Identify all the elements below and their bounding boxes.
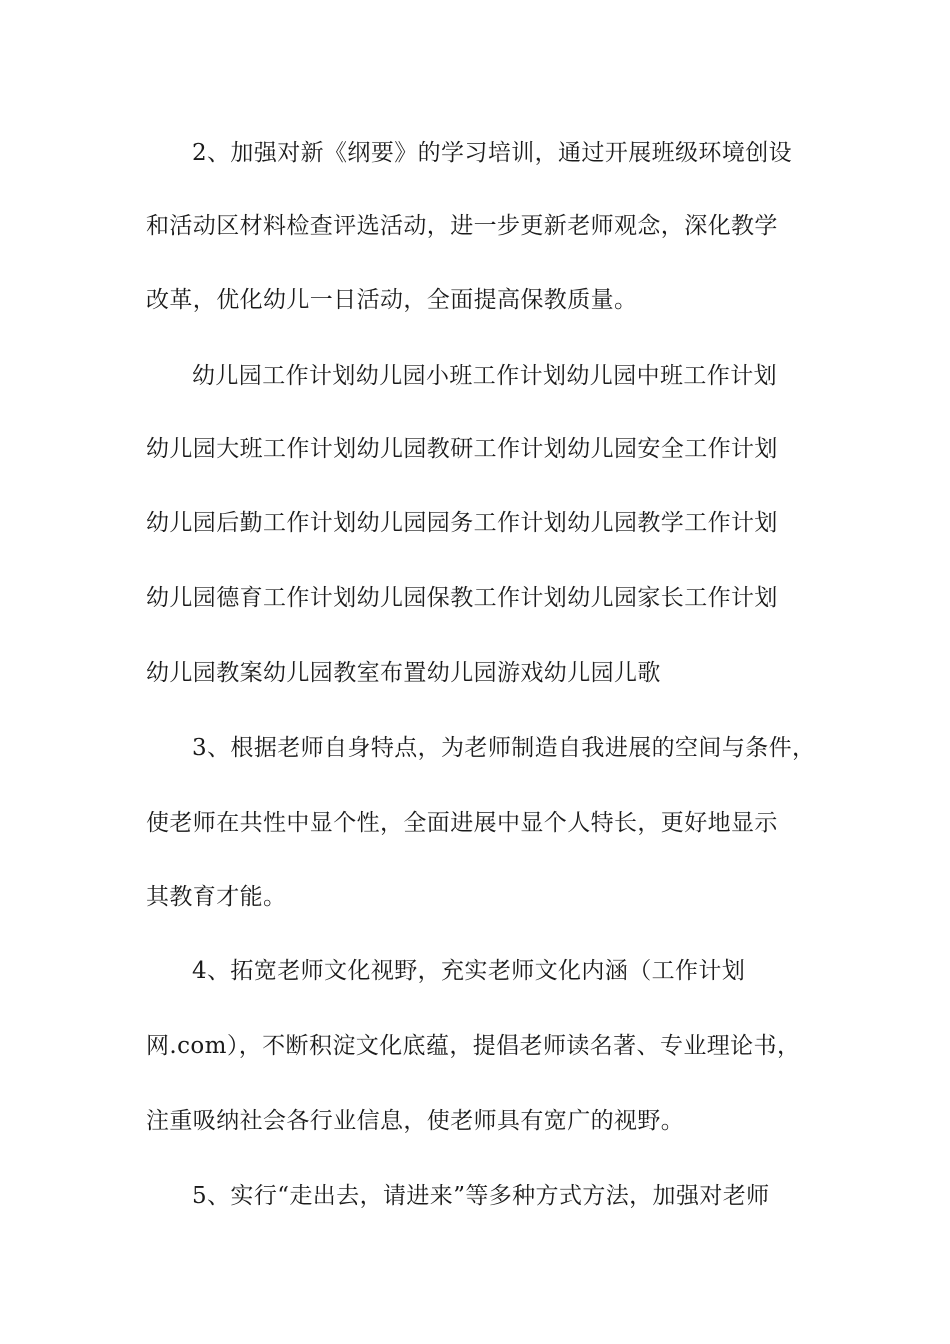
paragraph-3-line-2: 使老师在共性中显个性，全面进展中显个人特长，更好地显示 bbox=[146, 810, 778, 836]
paragraph-2-line-2: 和活动区材料检查评选活动，进一步更新老师观念，深化教学 bbox=[146, 213, 778, 239]
paragraph-4-line-3: 注重吸纳社会各行业信息，使老师具有宽广的视野。 bbox=[146, 1108, 685, 1134]
paragraph-2-line-3: 改革，优化幼儿一日活动，全面提高保教质量。 bbox=[146, 287, 638, 313]
links-line-5: 幼儿园教案幼儿园教室布置幼儿园游戏幼儿园儿歌 bbox=[146, 660, 661, 686]
paragraph-2-line-1: 2、加强对新《纲要》的学习培训，通过开展班级环境创设 bbox=[192, 140, 793, 166]
links-line-4: 幼儿园德育工作计划幼儿园保教工作计划幼儿园家长工作计划 bbox=[146, 585, 778, 611]
paragraph-3-line-3: 其教育才能。 bbox=[146, 884, 287, 910]
links-line-3: 幼儿园后勤工作计划幼儿园园务工作计划幼儿园教学工作计划 bbox=[146, 510, 778, 536]
paragraph-5-line-1: 5、实行“走出去，请进来”等多种方式方法，加强对老师 bbox=[192, 1183, 770, 1209]
links-line-1: 幼儿园工作计划幼儿园小班工作计划幼儿园中班工作计划 bbox=[192, 363, 777, 389]
paragraph-3-line-1: 3、根据老师自身特点，为老师制造自我进展的空间与条件， bbox=[192, 735, 816, 761]
links-line-2: 幼儿园大班工作计划幼儿园教研工作计划幼儿园安全工作计划 bbox=[146, 436, 778, 462]
paragraph-4-line-2: 网.com），不断积淀文化底蕴，提倡老师读名著、专业理论书， bbox=[146, 1033, 801, 1059]
paragraph-4-line-1: 4、拓宽老师文化视野，充实老师文化内涵（工作计划 bbox=[192, 958, 746, 984]
